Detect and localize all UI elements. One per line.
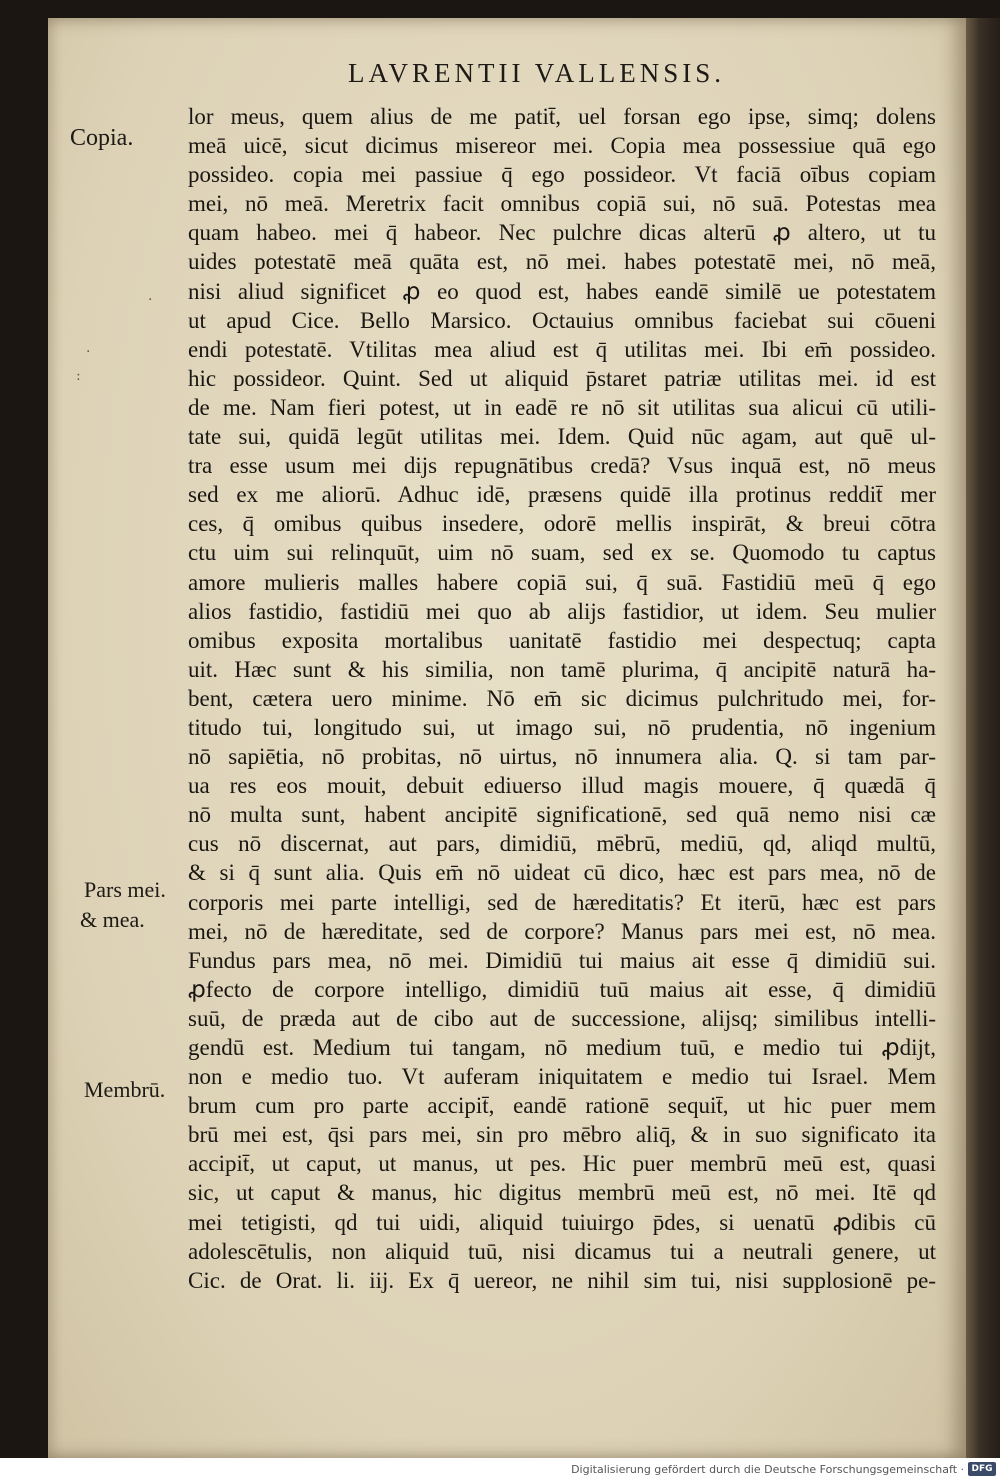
text-line: mei tetigisti, qd tui uidi, aliquid tuiuirgo p̄des, si uenatū ꝓdibis cū: [188, 1209, 936, 1235]
text-line: amore mulieris malles habere copiā sui, q̄ suā. Fastidiū meū q̄ ego: [188, 569, 936, 595]
text-line: titudo tui, longitudo sui, ut imago sui, nō prudentia, nō ingenium: [188, 714, 936, 740]
text-line: tra esse usum mei dijs repugnātibus credā? Vsus inquā est, nō meus: [188, 453, 936, 479]
running-head: LAVRENTII VALLENSIS.: [348, 58, 726, 88]
text-line: nisi aliud significet ꝓ eo quod est, habes eandē similē ue potestatem: [188, 278, 936, 304]
margin-note-et-mea: & mea.: [80, 907, 145, 932]
paper-speck: ·: [86, 344, 91, 360]
text-line: hic possideor. Quint. Sed ut aliquid p̄staret patriæ utilitas mei. id est: [188, 365, 936, 391]
text-line: omibus exposita mortalibus uanitatē fastidio mei despectuq; capta: [188, 627, 936, 653]
text-line: endi potestatē. Vtilitas mea aliud est q̄ utilitas mei. Ibi em̄ possideo.: [188, 336, 936, 362]
text-line: accipit̄, ut caput, ut manus, ut pes. Hic puer membrū meū est, quasi: [188, 1151, 936, 1177]
margin-note-membrum: Membrū.: [84, 1077, 166, 1102]
page-gutter-shadow: [966, 18, 1000, 1458]
text-line: Cic. de Orat. li. iij. Ex q̄ uereor, ne nihil sim tui, nisi supplosionē pe-: [188, 1267, 936, 1293]
margin-note-pars-mei: Pars mei.: [84, 877, 166, 902]
text-line: mei, nō de hæreditate, sed de corpore? Manus pars mei est, nō mea.: [188, 918, 936, 944]
text-line: alios fastidio, fastidiū mei quo ab alijs fastidior, ut idem. Seu mulier: [188, 598, 936, 624]
digitization-credit: Digitalisierung gefördert durch die Deutsche Forschungsgemeinschaft ·: [571, 1463, 964, 1476]
text-line: suū, de præda aut de cibo aut de successione, alijsq; similibus intelli-: [188, 1005, 936, 1031]
text-line: possideo. copia mei passiue q̄ ego possideor. Vt faciā oībus copiam: [188, 162, 936, 188]
main-text-block: [188, 102, 936, 1295]
text-line: ctu uim sui relinquūt, uim nō suam, sed ex se. Quomodo tu captus: [188, 540, 936, 566]
text-line: uit. Hæc sunt & his similia, non tamē plurima, q̄ ancipitē naturā ha-: [188, 656, 936, 682]
margin-note-copia: Copia.: [70, 125, 134, 151]
text-line: & si q̄ sunt alia. Quis em̄ nō uideat cū dico, hæc est pars mea, nō de: [188, 860, 936, 886]
text-line: de me. Nam fieri potest, ut in eadē re nō sit utilitas sua alicui cū utili-: [188, 394, 936, 420]
paper-speck: ·: [148, 292, 153, 308]
text-line: meā uicē, sicut dicimus misereor mei. Copia mea possessiue quā ego: [188, 133, 936, 159]
text-line: brū mei est, q̄si pars mei, sin pro mēbro aliq̄, & in suo significato ita: [188, 1122, 936, 1148]
text-line: adolescētulis, non aliquid tuū, nisi dicamus tui a neutrali genere, ut: [188, 1238, 936, 1264]
text-line: mei, nō meā. Meretrix facit omnibus copiā sui, nō suā. Potestas mea: [188, 191, 936, 217]
text-line: lor meus, quem alius de me patit̄, uel forsan ego ipse, simq; dolens: [188, 104, 936, 129]
dfg-logo: DFG: [968, 1462, 996, 1476]
text-line: quam habeo. mei q̄ habeor. Nec pulchre dicas alterū ꝓ altero, ut tu: [188, 220, 936, 246]
paper-speck: :: [76, 368, 81, 384]
text-line: bent, cætera uero minime. Nō em̄ sic dicimus pulchritudo mei, for-: [188, 685, 936, 711]
text-line: brum cum pro parte accipit̄, eandē rationē sequit̄, ut hic puer mem: [188, 1093, 936, 1119]
text-line: ꝓfecto de corpore intelligo, dimidiū tuū maius ait esse, q̄ dimidiū: [188, 976, 936, 1002]
text-line: sic, ut caput & manus, hic digitus membrū meū est, nō mei. Itē qd: [188, 1180, 936, 1206]
text-line: ces, q̄ omibus quibus insedere, odorē mellis inspirāt, & breui cōtra: [188, 511, 936, 537]
text-line: sed ex me aliorū. Adhuc idē, præsens quidē illa protinus reddit̄ mer: [188, 482, 936, 508]
text-line: gendū est. Medium tui tangam, nō medium tuū, e medio tui ꝓdijt,: [188, 1035, 936, 1060]
text-line: cus nō discernat, aut pars, dimidiū, mēbrū, mediū, qd, aliqd multū,: [188, 831, 936, 857]
text-line: Fundus pars mea, nō mei. Dimidiū tui maius ait esse q̄ dimidiū sui.: [188, 947, 936, 973]
text-line: nō sapiētia, nō probitas, nō uirtus, nō innumera alia. Q. si tam par-: [188, 744, 936, 770]
text-line: nō multa sunt, habent ancipitē significationē, sed quā nemo nisi cæ: [188, 802, 936, 828]
text-line: tate sui, quidā legūt utilitas mei. Idem. Quid nūc agam, aut quē ul-: [188, 424, 936, 450]
text-line: non e medio tuo. Vt auferam iniquitatem e medio tui Israel. Mem: [188, 1064, 936, 1090]
text-line: ut apud Cice. Bello Marsico. Octauius omnibus faciebat sui cōueni: [188, 307, 936, 333]
text-line: corporis mei parte intelligi, sed de hæreditatis? Et iterū, hæc est pars: [188, 889, 936, 915]
text-line: ua res eos mouit, debuit ediuerso illud magis mouere, q̄ quædā q̄: [188, 773, 936, 799]
text-line: uides potestatē meā quāta est, nō mei. habes potestatē mei, nō meā,: [188, 249, 936, 275]
